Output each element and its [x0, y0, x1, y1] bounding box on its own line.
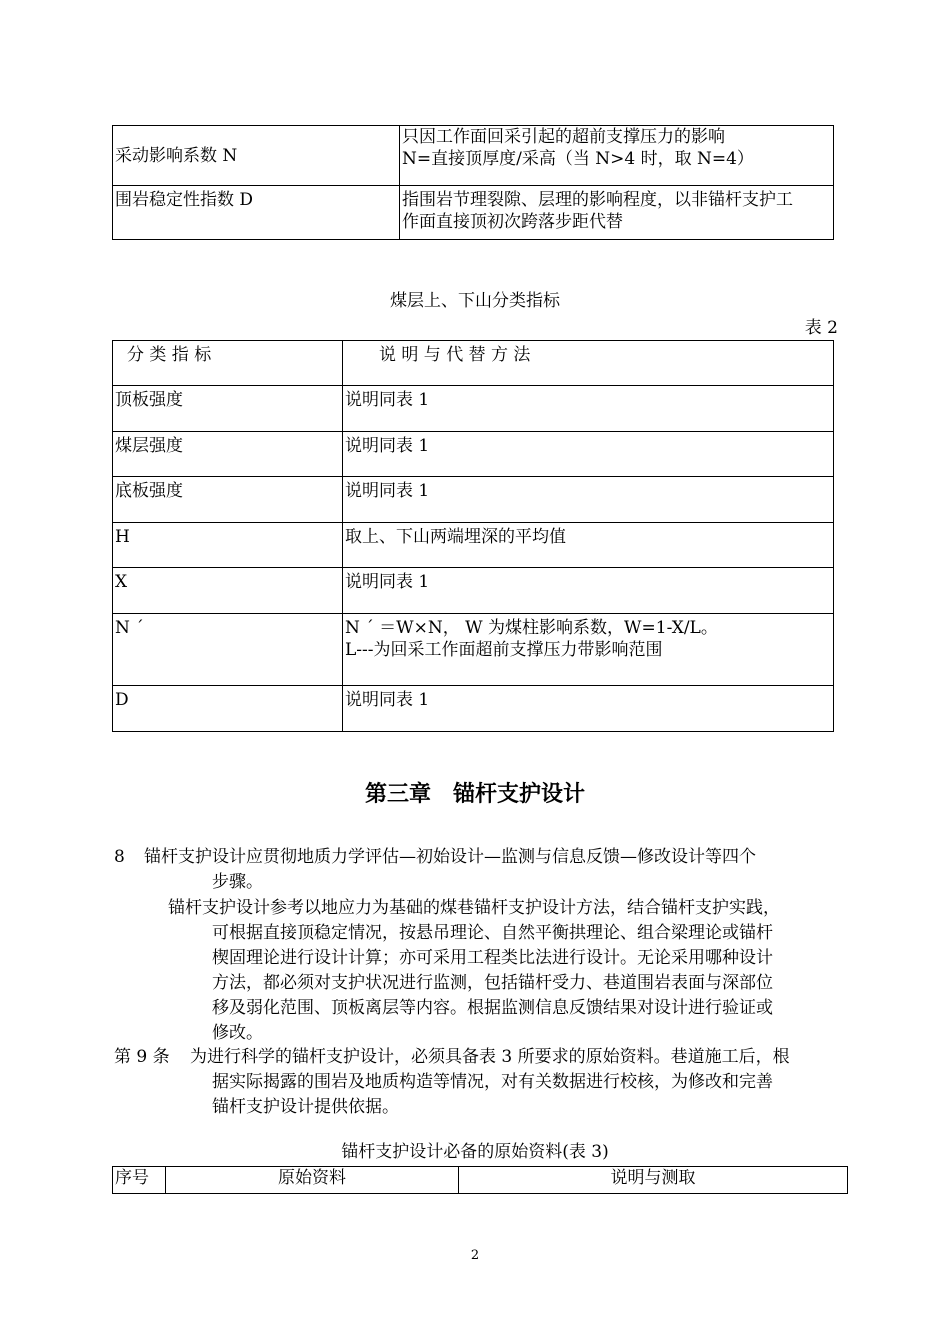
- cell-line: 只因工作面回采引起的超前支撑压力的影响: [402, 127, 725, 147]
- table-cell: 说明同表 1: [343, 477, 834, 523]
- article-8-para-line: 楔固理论进行设计计算；亦可采用工程类比法进行设计。无论采用哪种设计: [212, 948, 773, 968]
- table-cell: 说明同表 1: [343, 432, 834, 477]
- table-2-label: 表 2: [804, 318, 838, 338]
- cell-line: N ´ ＝W×N， W 为煤柱影响系数，W=1-X/L。: [345, 618, 718, 638]
- table-3: [112, 1166, 848, 1194]
- article-8-para-line: 可根据直接顶稳定情况，按悬吊理论、自然平衡拱理论、组合梁理论或锚杆: [212, 923, 773, 943]
- table-row: [113, 186, 834, 240]
- cell-line: L---为回采工作面超前支撑压力带影响范围: [345, 640, 663, 660]
- table-row: [113, 686, 834, 732]
- article-8-line: 步骤。: [212, 872, 263, 892]
- article-8-para-line: 移及弱化范围、顶板离层等内容。根据监测信息反馈结果对设计进行验证或: [212, 998, 773, 1018]
- table-cell: [343, 614, 834, 686]
- table-cell: 采动影响系数 N: [113, 126, 400, 186]
- table-cell: 底板强度: [113, 477, 343, 523]
- header-cell: 序号: [113, 1167, 166, 1194]
- table-row: [113, 126, 834, 186]
- article-8-para-line: 方法，都必须对支护状况进行监测，包括锚杆受力、巷道围岩表面与深部位: [212, 973, 773, 993]
- table-row: [113, 432, 834, 477]
- table-row: [113, 568, 834, 614]
- table-2-title: 煤层上、下山分类指标: [390, 291, 560, 311]
- article-9-line: 为进行科学的锚杆支护设计，必须具备表 3 所要求的原始资料。巷道施工后，根: [190, 1047, 790, 1067]
- table-header-row: [113, 1167, 848, 1194]
- article-8-para-line: 锚杆支护设计参考以地应力为基础的煤巷锚杆支护设计方法，结合锚杆支护实践，: [168, 898, 780, 918]
- table-row: [113, 523, 834, 568]
- article-8-line: 锚杆支护设计应贯彻地质力学评估—初始设计—监测与信息反馈—修改设计等四个: [144, 847, 756, 867]
- table-cell: 说明同表 1: [343, 686, 834, 732]
- header-cell: 原始资料: [166, 1167, 459, 1194]
- cell-line: 指围岩节理裂隙、层理的影响程度，以非锚杆支护工: [402, 190, 793, 210]
- table-cell: 围岩稳定性指数 D: [113, 186, 400, 240]
- page-number: 2: [470, 1248, 480, 1263]
- article-8-number: 8: [114, 847, 125, 867]
- table-cell: 说明同表 1: [343, 386, 834, 432]
- table-row: [113, 614, 834, 686]
- table-3-title: 锚杆支护设计必备的原始资料(表 3): [341, 1142, 609, 1162]
- table-cell: H: [113, 523, 343, 568]
- table-cell: 说明同表 1: [343, 568, 834, 614]
- header-cell: 分 类 指 标: [113, 341, 343, 386]
- table-row: [113, 477, 834, 523]
- table-cell: [400, 186, 834, 240]
- article-9-number: 第 9 条: [114, 1047, 170, 1067]
- table-cell: N ´: [113, 614, 343, 686]
- table-cell: 顶板强度: [113, 386, 343, 432]
- table-cell: X: [113, 568, 343, 614]
- table-cell: D: [113, 686, 343, 732]
- cell-line: N=直接顶厚度/采高（当 N>4 时，取 N=4）: [402, 149, 754, 169]
- table-header-row: [113, 341, 834, 386]
- article-9-line: 据实际揭露的围岩及地质构造等情况，对有关数据进行校核，为修改和完善: [212, 1072, 773, 1092]
- chapter-title: 第三章 锚杆支护设计: [364, 782, 585, 807]
- table-2: [112, 340, 834, 732]
- table-cell: 取上、下山两端埋深的平均值: [343, 523, 834, 568]
- table-cell: 煤层强度: [113, 432, 343, 477]
- article-8-para-line: 修改。: [212, 1023, 263, 1043]
- table-1: [112, 125, 834, 240]
- table-cell: [400, 126, 834, 186]
- header-cell: 说明与测取: [459, 1167, 848, 1194]
- header-cell: 说 明 与 代 替 方 法: [343, 341, 834, 386]
- table-row: [113, 386, 834, 432]
- article-9-line: 锚杆支护设计提供依据。: [212, 1097, 399, 1117]
- cell-line: 作面直接顶初次跨落步距代替: [402, 212, 623, 232]
